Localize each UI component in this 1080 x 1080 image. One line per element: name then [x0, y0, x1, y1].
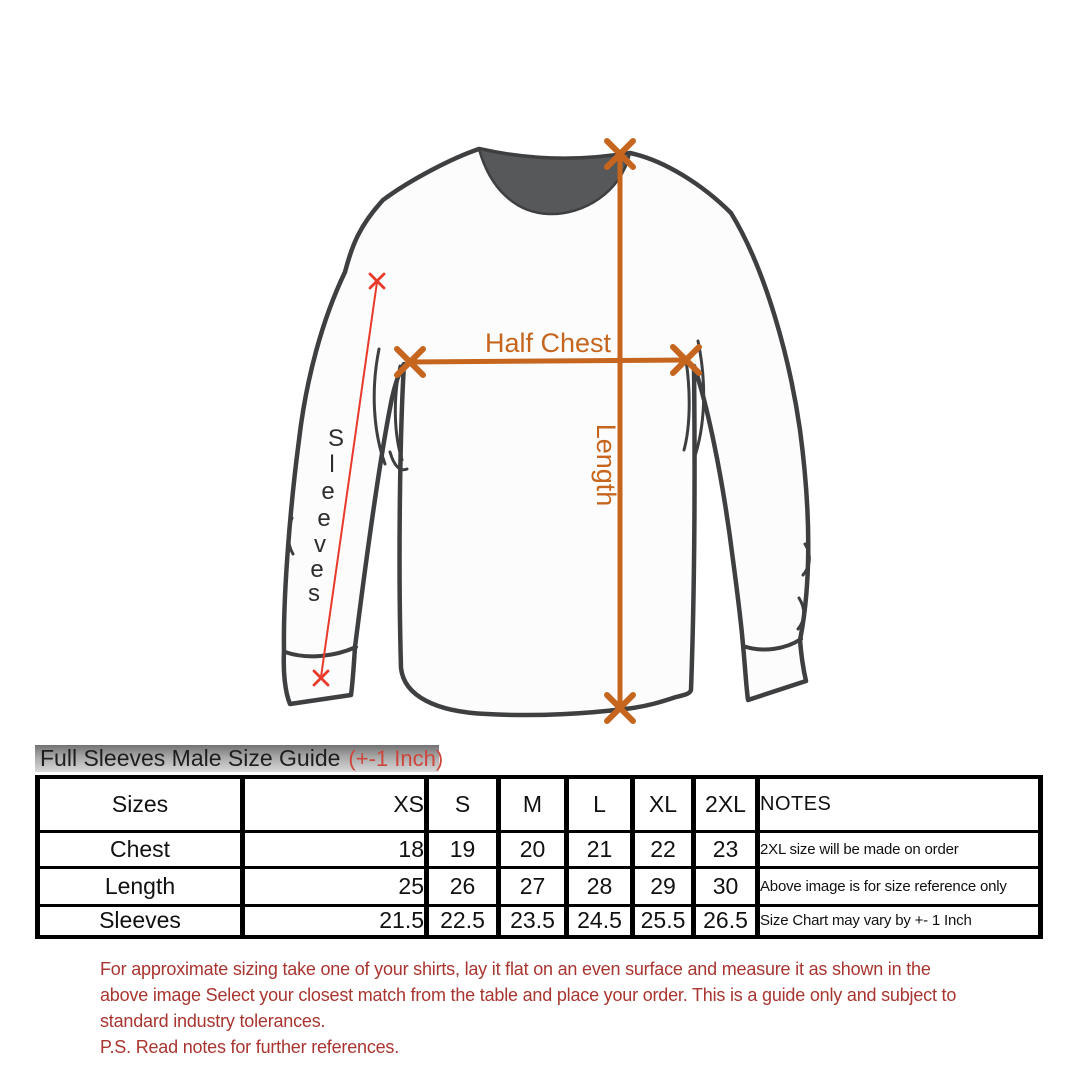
note-chest-row: 2XL size will be made on order: [758, 831, 1041, 867]
instruction-line: standard industry tolerances.: [100, 1011, 326, 1031]
note-sleeves-row: Size Chart may vary by +- 1 Inch: [758, 905, 1041, 937]
instruction-line: above image Select your closest match from the table and place your order. This is a guide only and subject to: [100, 985, 957, 1005]
size-col-xs: XS: [243, 777, 427, 831]
instruction-line: For approximate sizing take one of your shirts, lay it flat on an even surface and measure it as shown in the: [100, 959, 931, 979]
notes-header-cell: NOTES: [758, 777, 1041, 831]
length-2xl: 30: [694, 867, 758, 905]
length-m: 27: [499, 867, 567, 905]
length-l: 28: [567, 867, 633, 905]
length-s: 26: [427, 867, 499, 905]
length-label: Length: [591, 423, 621, 507]
length-xs: 25: [243, 867, 427, 905]
chest-xs: 18: [243, 831, 427, 867]
row-label-sleeves: Sleeves: [38, 905, 243, 937]
shirt-outline: [284, 149, 809, 715]
length-xl: 29: [633, 867, 694, 905]
chest-s: 19: [427, 831, 499, 867]
table-header-row: [38, 777, 1041, 831]
size-col-xl: XL: [633, 777, 694, 831]
sleeves-s: 22.5: [427, 905, 499, 937]
sizing-instructions: [100, 956, 956, 1060]
row-label-length: Length: [38, 867, 243, 905]
size-col-s: S: [427, 777, 499, 831]
chest-xl: 22: [633, 831, 694, 867]
size-col-2xl: 2XL: [694, 777, 758, 831]
sleeves-letter: e: [321, 478, 335, 505]
size-col-l: L: [567, 777, 633, 831]
tolerance-note: (+-1 Inch): [348, 745, 444, 771]
sleeves-row: [38, 905, 1041, 937]
size-guide-title-bar: [35, 745, 444, 772]
size-table: [35, 775, 1043, 939]
note-length-row: Above image is for size reference only: [758, 867, 1041, 905]
sleeves-2xl: 26.5: [694, 905, 758, 937]
size-guide-title: Full Sleeves Male Size Guide: [40, 745, 341, 771]
half-chest-label: Half Chest: [484, 328, 612, 358]
sleeves-letter: l: [329, 451, 335, 478]
sleeves-letter: s: [308, 580, 320, 607]
row-label-chest: Chest: [38, 831, 243, 867]
chest-l: 21: [567, 831, 633, 867]
chest-m: 20: [499, 831, 567, 867]
ps-note: P.S. Read notes for further references.: [100, 1037, 400, 1057]
sizes-header-cell: Sizes: [38, 777, 243, 831]
length-row: [38, 867, 1041, 905]
half-chest-line: [410, 360, 686, 362]
sleeves-letter: S: [327, 425, 345, 452]
sleeves-xs: 21.5: [243, 905, 427, 937]
sleeves-letter: e: [310, 556, 324, 583]
size-col-m: M: [499, 777, 567, 831]
sleeves-letter: e: [317, 505, 331, 532]
sleeves-letter: v: [314, 531, 326, 558]
chest-2xl: 23: [694, 831, 758, 867]
chest-row: [38, 831, 1041, 867]
sleeves-xl: 25.5: [633, 905, 694, 937]
sleeves-l: 24.5: [567, 905, 633, 937]
sleeves-m: 23.5: [499, 905, 567, 937]
